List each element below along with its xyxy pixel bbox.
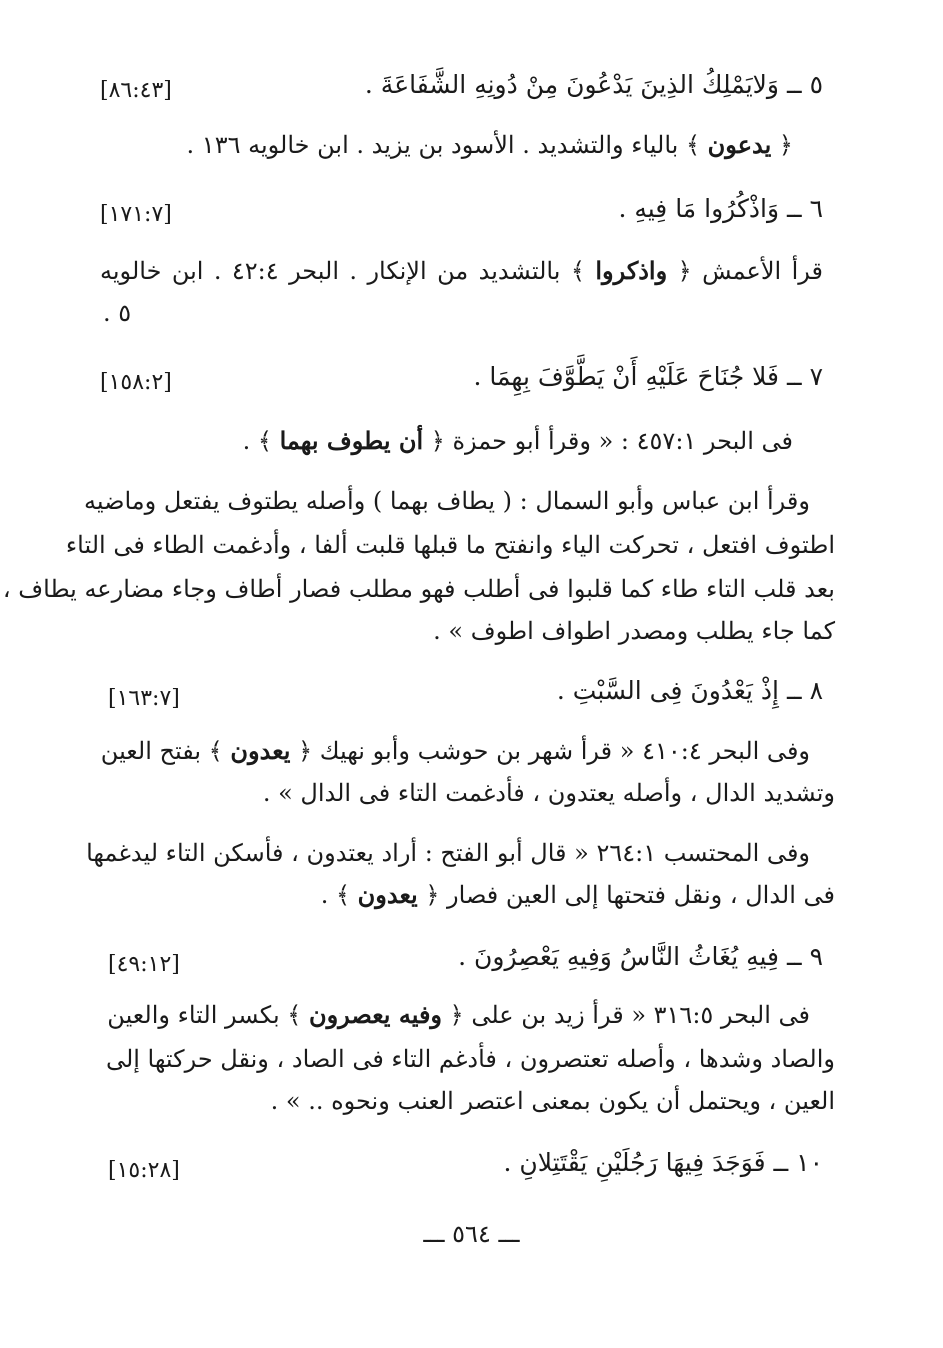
note-line: وتشديد الدال ، وأصله يعتدون ، فأدغمت التاء فى الدال » .: [262, 779, 835, 807]
page-number: ـــ ٥٦٤ ـــ: [423, 1220, 520, 1248]
note-line: بعد قلب التاء طاء كما قلبوا فى أطلب فهو مطلب فصار أطاف وجاء مضارعه يطاف ،: [2, 575, 835, 603]
verse-reference: [١٥٨:٢]: [100, 370, 172, 395]
verse-reference: [١٥:٢٨]: [108, 1158, 180, 1183]
verse-line: ٩ ــ فِيهِ يُغَاثُ النَّاسُ وَفِيهِ يَعْصِرُونَ .: [458, 942, 823, 971]
note-line: العين ، ويحتمل أن يكون بمعنى اعتصر العنب ونحوه .. » .: [270, 1087, 835, 1115]
verse-reference: [٨٦:٤٣]: [100, 78, 172, 103]
verse-line: ٥ ــ وَلايَمْلِكُ الذِينَ يَدْعُونَ مِنْ دُونِهِ الشَّفَاعَةَ .: [364, 70, 823, 99]
note-line: ﴿ يدعون ﴾ بالياء والتشديد . الأسود بن يزيد . ابن خالويه ١٣٦ .: [186, 130, 793, 159]
note-line: وفى المحتسب ٢٦٤:١ « قال أبو الفتح : أراد يعتدون ، فأسكن التاء ليدغمها: [86, 839, 810, 867]
note-line: ٥ .: [103, 299, 132, 327]
note-line: فى البحر ٣١٦:٥ « قرأ زيد بن على ﴿ وفيه يعصرون ﴾ بكسر التاء والعين: [107, 1000, 810, 1029]
verse-line: ٧ ــ فَلا جُنَاحَ عَلَيْهِ أَنْ يَطَّوَّفَ بِهِمَا .: [473, 362, 823, 391]
verse-line: ٨ ــ إِذْ يَعْدُونَ فِى السَّبْتِ .: [556, 676, 823, 705]
note-line: وقرأ ابن عباس وأبو السمال : ( يطاف بهما ) وأصله يطتوف يفتعل وماضيه: [84, 487, 810, 515]
verse-reference: [١٦٣:٧]: [108, 686, 180, 711]
note-line: فى الدال ، ونقل فتحتها إلى العين فصار ﴿ يعدون ﴾ .: [320, 880, 835, 909]
note-line: فى البحر ٤٥٧:١ : « وقرأ أبو حمزة ﴿ أن يطوف بهما ﴾ .: [242, 426, 793, 455]
note-line: كما جاء يطلب ومصدر اطواف اطوف » .: [433, 617, 835, 645]
verse-reference: [١٧١:٧]: [100, 202, 172, 227]
verse-line: ٦ ــ وَاذْكُرُوا مَا فِيهِ .: [618, 194, 823, 223]
verse-line: ١٠ ــ فَوَجَدَ فِيهَا رَجُلَيْنِ يَقْتَتِلانِ .: [503, 1148, 823, 1177]
note-line: اطتوف افتعل ، تحركت الياء وانفتح ما قبلها قلبت ألفا ، وأدغمت الطاء فى التاء: [65, 531, 835, 559]
note-line: وفى البحر ٤١٠:٤ « قرأ شهر بن حوشب وأبو نهيك ﴿ يعدون ﴾ بفتح العين: [100, 736, 810, 765]
note-line: قرأ الأعمش ﴿ واذكروا ﴾ بالتشديد من الإنكار . البحر ٤٢:٤ . ابن خالويه: [100, 256, 824, 285]
verse-reference: [٤٩:١٢]: [108, 952, 180, 977]
note-line: والصاد وشدها ، وأصله تعتصرون ، فأدغم التاء فى الصاد ، ونقل حركتها إلى: [105, 1045, 835, 1073]
